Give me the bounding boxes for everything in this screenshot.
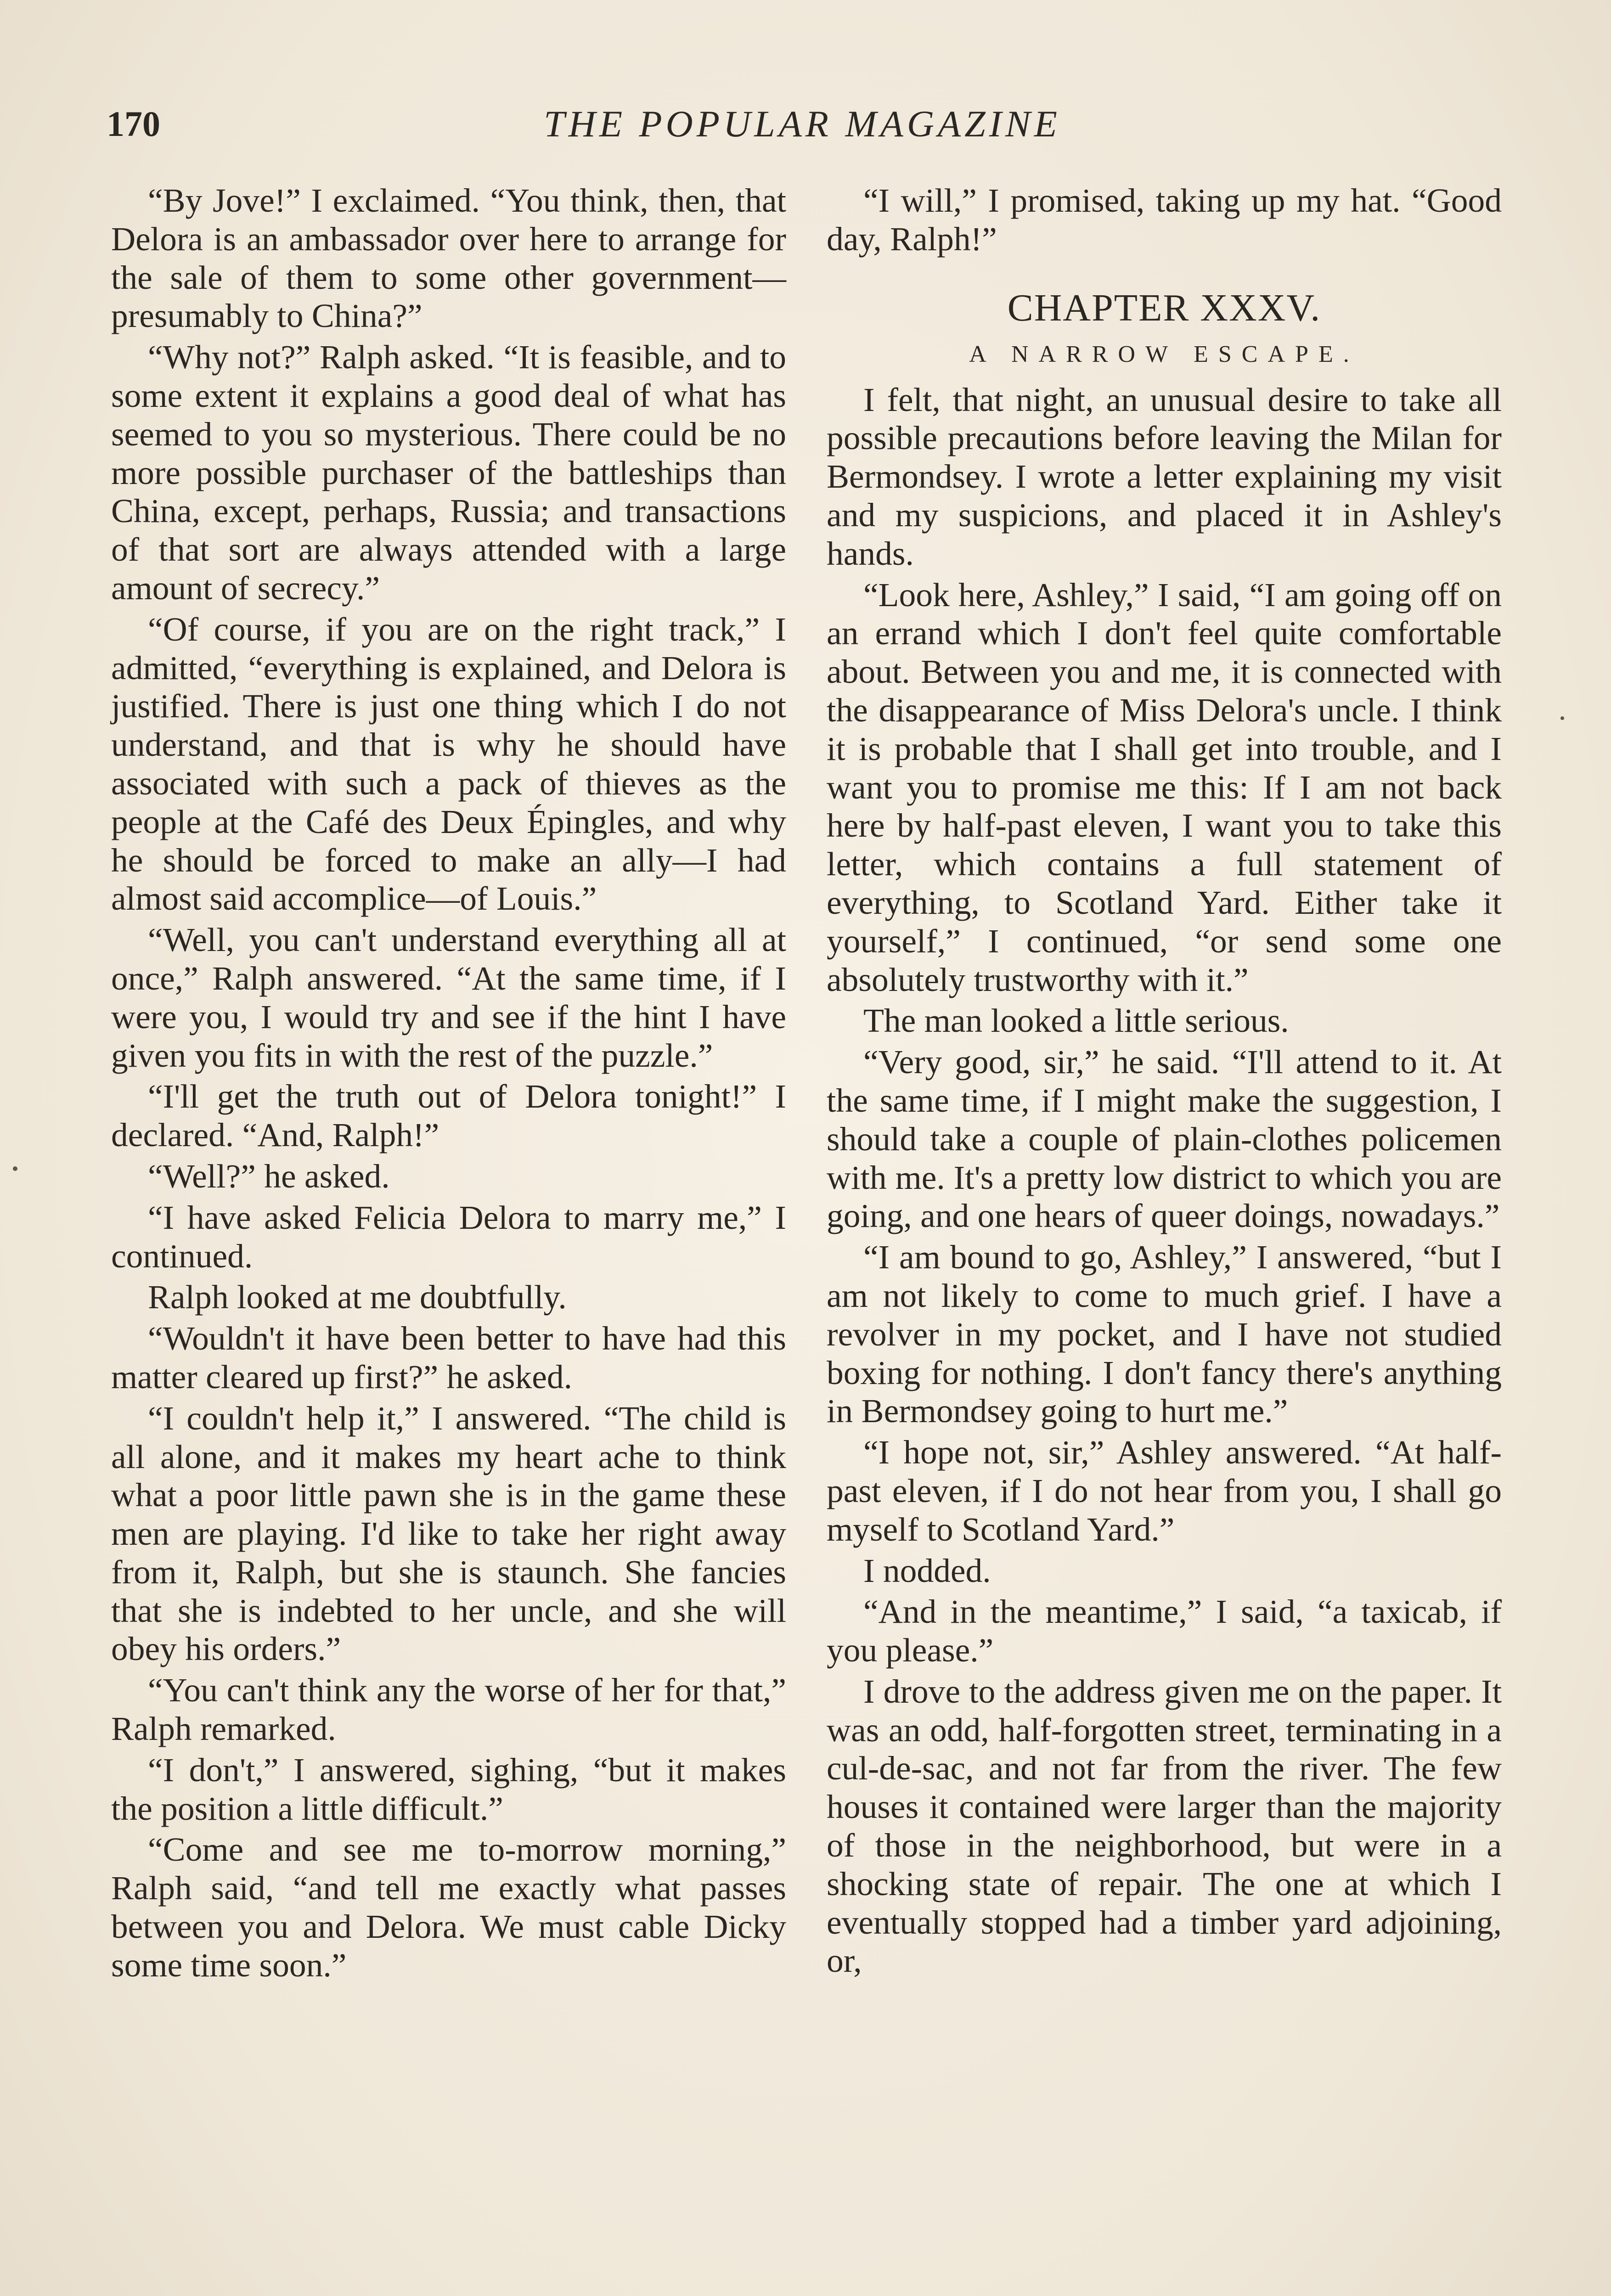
left-column xyxy=(111,181,786,1987)
page-number: 170 xyxy=(107,104,160,144)
paragraph: “I will,” I promised, taking up my hat. “Good day, Ralph!” xyxy=(827,182,1502,258)
paragraph: The man looked a little serious. xyxy=(863,1002,1289,1040)
print-speck xyxy=(1560,716,1564,720)
running-title: THE POPULAR MAGAZINE xyxy=(544,103,1061,145)
chapter-title: CHAPTER XXXV. xyxy=(1007,286,1321,329)
paragraph: “Wouldn't it have been better to have had this matter cleared up first?” he asked. xyxy=(111,1320,786,1396)
paragraph: “You can't think any the worse of her for that,” Ralph remarked. xyxy=(111,1671,786,1748)
chapter-subtitle: A NARROW ESCAPE. xyxy=(969,341,1359,367)
paragraph: “Why not?” Ralph asked. “It is feasible, and to some extent it explains a good deal of what has seemed to you so mysterious. There could be no more possible purchaser of the battleships than China, except, perhaps, Russia; and transactions of that sort are always attended with a large amount of secrecy.” xyxy=(111,338,786,607)
paragraph: “Very good, sir,” he said. “I'll attend to it. At the same time, if I might make the suggestion, I should take a couple of plain-clothes policemen with me. It's a pretty low district to which you are going, and one hears of queer doings, nowadays.” xyxy=(827,1043,1502,1235)
paragraph: “By Jove!” I exclaimed. “You think, then, that Delora is an ambassador over here to arrange for the sale of them to some other government—presumably to China?” xyxy=(111,182,786,335)
paragraph: “I couldn't help it,” I answered. “The child is all alone, and it makes my heart ache to think what a poor little pawn she is in the game these men are playing. I'd like to take her right away from it, Ralph, but she is staunch. She fancies that she is indebted to her uncle, and she will obey his orders.” xyxy=(111,1399,786,1668)
paragraph: “Come and see me to-morrow morning,” Ralph said, “and tell me exactly what passes between you and Delora. We must cable Dicky some time soon.” xyxy=(111,1831,786,1984)
paragraph: “I hope not, sir,” Ashley answered. “At half-past eleven, if I do not hear from you, I shall go myself to Scotland Yard.” xyxy=(827,1434,1502,1548)
right-column xyxy=(827,181,1502,1983)
paragraph: Ralph looked at me doubtfully. xyxy=(148,1278,567,1316)
print-speck xyxy=(13,1166,17,1171)
paragraph: “I'll get the truth out of Delora tonight!” I declared. “And, Ralph!” xyxy=(111,1078,786,1154)
paragraph: “And in the meantime,” I said, “a taxicab, if you please.” xyxy=(827,1593,1502,1669)
paragraph: “Of course, if you are on the right track,” I admitted, “everything is explained, and Delora is justified. There is just one thing which I do not understand, and that is why he should have associated with such a pack of thieves as the people at the Café des Deux Épingles, and why he should be forced to make an ally—I had almost said accomplice—of Louis.” xyxy=(111,610,786,917)
page-header xyxy=(107,99,1498,149)
paragraph: “I am bound to go, Ashley,” I answered, “but I am not likely to come to much grief. I have a revolver in my pocket, and I have not studied boxing for nothing. I don't fancy there's anything in Bermondsey going to hurt me.” xyxy=(827,1238,1502,1430)
paragraph: “Look here, Ashley,” I said, “I am going off on an errand which I don't feel quite comfortable about. Between you and me, it is connected with the disappearance of Miss Delora's uncle. I think it is probable that I shall get into trouble, and I want you to promise me this: If I am not back here by half-past eleven, I want you to take this letter, which contains a full statement of everything, to Scotland Yard. Either take it yourself,” I continued, “or send some one absolutely trustworthy with it.” xyxy=(827,576,1502,998)
paragraph: “Well, you can't understand everything all at once,” Ralph answered. “At the same time, if I were you, I would try and see if the hint I have given you fits in with the rest of the puzzle.” xyxy=(111,921,786,1074)
paragraph: I felt, that night, an unusual desire to take all possible precautions before leaving the Milan for Bermondsey. I wrote a letter explaining my visit and my suspicions, and placed it in Ashley's hands. xyxy=(827,381,1502,572)
paragraph: “Well?” he asked. xyxy=(148,1157,390,1195)
paragraph: I nodded. xyxy=(863,1552,991,1589)
paragraph: I drove to the address given me on the paper. It was an odd, half-forgotten street, terminating in a cul-de-sac, and not far from the river. The few houses it contained were larger than the majority of those in the neighborhood, but were in a shocking state of repair. The one at which I eventually stopped had a timber yard adjoining, or, xyxy=(827,1672,1502,1980)
paragraph: “I have asked Felicia Delora to marry me,” I continued. xyxy=(111,1199,786,1275)
paragraph: “I don't,” I answered, sighing, “but it makes the position a little difficult.” xyxy=(111,1751,786,1827)
